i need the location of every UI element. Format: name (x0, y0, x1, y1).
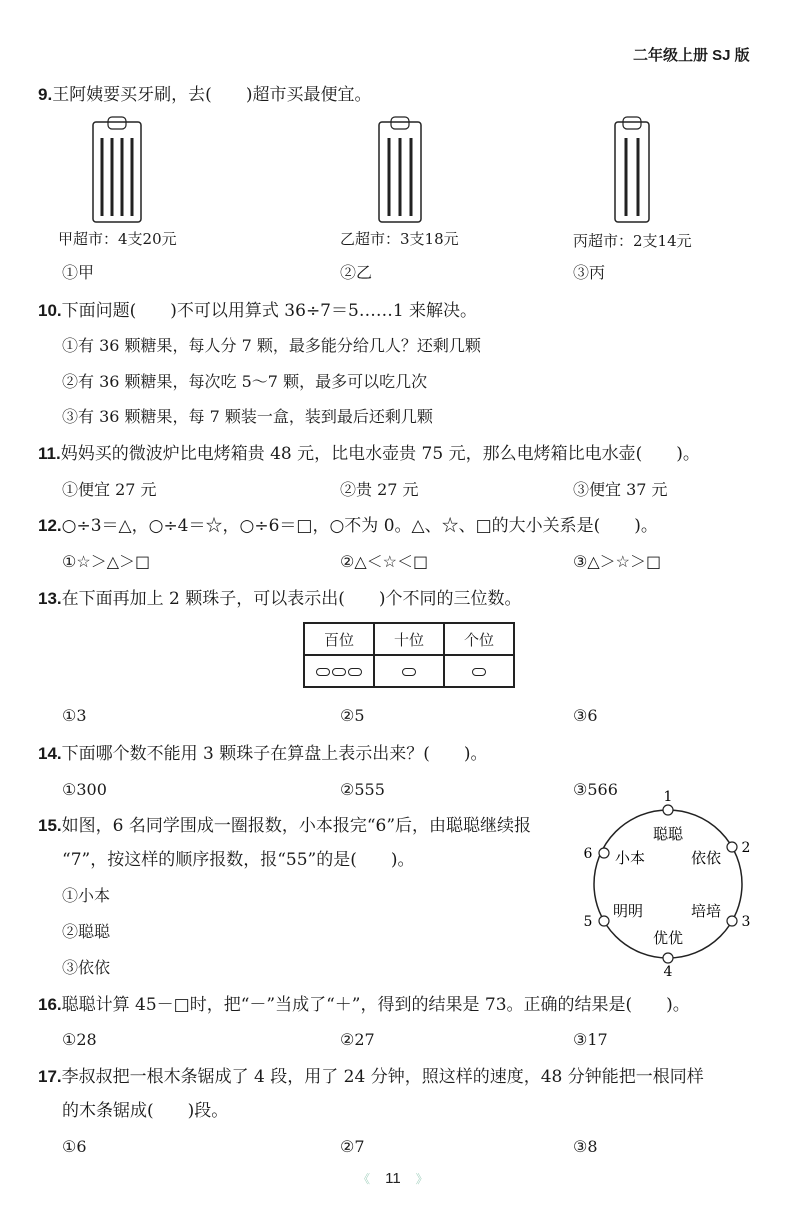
question-text: 下面问题( )不可以用算式 36÷7＝5……1 来解决。 (61, 301, 478, 321)
beads-hundreds (304, 655, 374, 687)
q12-option-3[interactable]: ③△＞☆＞□ (573, 552, 662, 571)
number-label: 1 (663, 789, 673, 805)
q14-option-1[interactable]: ①300 (62, 780, 107, 799)
question-text-line1: 李叔叔把一根木条锯成了 4 段，用了 24 分钟，照这样的速度，48 分钟能把一根同样 (61, 1067, 704, 1087)
grade-label: 二年级上册 SJ 版 (633, 47, 750, 64)
question-text: 妈妈买的微波炉比电烤箱贵 48 元，比电水壶贵 75 元，那么电烤箱比电水壶( )。 (60, 444, 700, 464)
question-9 (38, 84, 371, 106)
q13-option-3[interactable]: ③6 (573, 706, 598, 725)
question-17 (38, 1066, 704, 1088)
student-name: 聪聪 (652, 825, 684, 843)
question-17-line2: 的木条锯成( )段。 (62, 1101, 229, 1121)
place-value-table (303, 622, 515, 688)
q10-option-2[interactable]: ②有 36 颗糖果，每次吃 5～7 颗，最多可以吃几次 (62, 372, 428, 391)
q16-option-1[interactable]: ①28 (62, 1030, 97, 1049)
q10-option-3[interactable]: ③有 36 颗糖果，每 7 颗装一盒，装到最后还剩几颗 (62, 407, 433, 426)
counting-circle-diagram (570, 786, 770, 982)
q11-option-1[interactable]: ①便宜 27 元 (62, 480, 157, 499)
node-3 (691, 902, 750, 930)
bead (402, 668, 416, 676)
student-name: 依依 (690, 849, 722, 867)
number-label: 4 (663, 964, 673, 980)
question-number: 15. (38, 816, 62, 835)
question-16 (38, 994, 690, 1016)
node-4 (653, 929, 683, 980)
beads-tens (374, 655, 444, 687)
question-number: 13. (38, 589, 62, 608)
q17-option-3[interactable]: ③8 (573, 1137, 598, 1156)
toothbrush-pack-3-icon (378, 116, 422, 224)
q9-option-3[interactable]: ③丙 (573, 263, 606, 282)
question-10 (38, 300, 477, 322)
question-number: 12. (38, 516, 62, 535)
store-caption-yi: 乙超市：3支18元 (340, 230, 459, 248)
q12-option-2[interactable]: ②△＜☆＜□ (340, 552, 429, 571)
question-number: 9. (38, 85, 53, 104)
q16-option-2[interactable]: ②27 (340, 1030, 375, 1049)
page-number: 11 (385, 1170, 401, 1187)
question-15 (38, 815, 531, 837)
q9-option-2[interactable]: ②乙 (340, 263, 373, 282)
number-label: 6 (583, 846, 593, 862)
q16-option-3[interactable]: ③17 (573, 1030, 608, 1049)
question-13 (38, 588, 522, 610)
question-text: 王阿姨要买牙刷，去( )超市买最便宜。 (52, 85, 372, 105)
number-label: 3 (741, 914, 751, 930)
number-label: 5 (583, 914, 593, 930)
q11-option-2[interactable]: ②贵 27 元 (340, 480, 419, 499)
store-caption-jia: 甲超市：4支20元 (58, 230, 177, 248)
question-14 (38, 743, 488, 765)
beads-ones (444, 655, 514, 687)
student-name: 优优 (652, 929, 684, 947)
number-label: 2 (741, 840, 751, 856)
page-footer (358, 1168, 428, 1187)
bead (332, 668, 346, 676)
deco-left: 《 (358, 1172, 371, 1186)
q17-option-2[interactable]: ②7 (340, 1137, 365, 1156)
header-ones: 个位 (444, 623, 514, 655)
toothbrush-pack-4-icon (92, 116, 142, 224)
node-1 (653, 789, 684, 843)
deco-right: 》 (415, 1172, 428, 1186)
store-caption-bing: 丙超市：2支14元 (573, 232, 692, 250)
node-2 (691, 840, 750, 867)
question-12 (38, 515, 658, 537)
header-hundreds: 百位 (304, 623, 374, 655)
q17-option-1[interactable]: ①6 (62, 1137, 87, 1156)
question-text: 聪聪计算 45－□时，把“－”当成了“＋”，得到的结果是 73。正确的结果是( )。 (61, 995, 690, 1015)
question-number: 16. (38, 995, 62, 1014)
student-name: 明明 (612, 902, 644, 920)
question-number: 10. (38, 301, 62, 320)
question-11 (38, 443, 700, 465)
bead (472, 668, 486, 676)
node-5 (584, 902, 643, 930)
q15-option-3[interactable]: ③依依 (62, 958, 111, 977)
student-name: 小本 (614, 849, 646, 867)
question-text: 下面哪个数不能用 3 颗珠子在算盘上表示出来？( )。 (61, 744, 488, 764)
q15-option-1[interactable]: ①小本 (62, 886, 111, 905)
question-number: 11. (38, 444, 61, 463)
question-text-line1: 如图，6 名同学围成一圈报数，小本报完“6”后，由聪聪继续报 (61, 816, 532, 836)
question-text: ○÷3＝△，○÷4＝☆，○÷6＝□，○不为 0。△、☆、□的大小关系是( )。 (61, 516, 658, 536)
q12-option-1[interactable]: ①☆＞△＞□ (62, 552, 151, 571)
toothbrush-pack-2-icon (614, 116, 650, 224)
question-text: 在下面再加上 2 颗珠子，可以表示出( )个不同的三位数。 (61, 589, 522, 609)
question-number: 14. (38, 744, 62, 763)
question-number: 17. (38, 1067, 62, 1086)
q14-option-3[interactable]: ③566 (573, 780, 618, 799)
q15-option-2[interactable]: ②聪聪 (62, 922, 111, 941)
q10-option-1[interactable]: ①有 36 颗糖果，每人分 7 颗，最多能分给几人？还剩几颗 (62, 336, 481, 355)
q11-option-3[interactable]: ③便宜 37 元 (573, 480, 668, 499)
node-6 (584, 846, 645, 867)
bead (348, 668, 362, 676)
q13-option-2[interactable]: ②5 (340, 706, 365, 725)
q9-option-1[interactable]: ①甲 (62, 263, 95, 282)
q14-option-2[interactable]: ②555 (340, 780, 385, 799)
q13-option-1[interactable]: ①3 (62, 706, 87, 725)
question-15-line2: “7”，按这样的顺序报数，报“55”的是( )。 (62, 850, 415, 870)
student-name: 培培 (690, 902, 722, 920)
bead (316, 668, 330, 676)
header-tens: 十位 (374, 623, 444, 655)
